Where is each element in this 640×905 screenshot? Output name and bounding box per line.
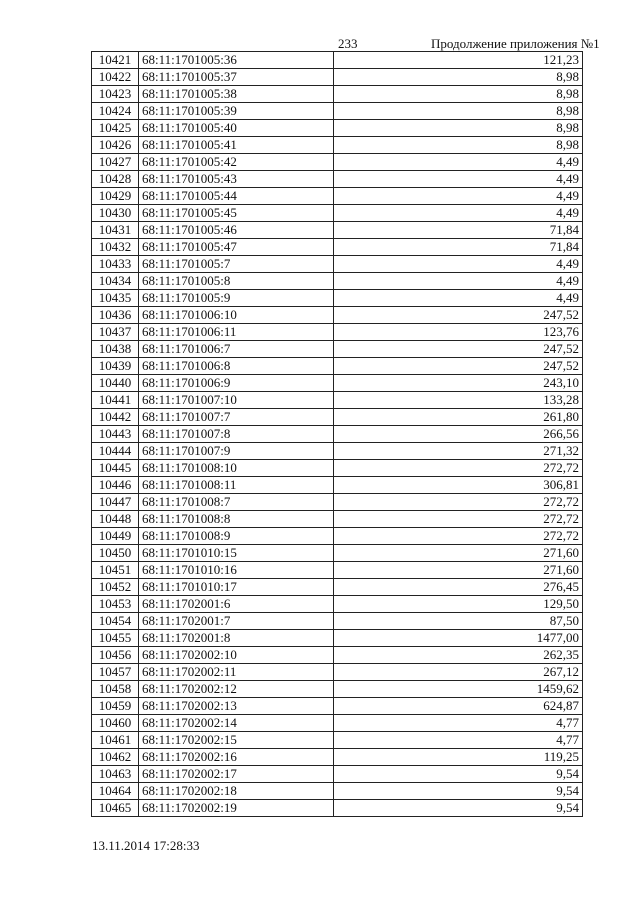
- table-row: [92, 596, 583, 613]
- cadastral-number-cell: 68:11:1701007:7: [139, 409, 334, 426]
- value-cell: 4,49: [334, 256, 583, 273]
- table-row: [92, 188, 583, 205]
- cadastral-number-cell: 68:11:1702002:12: [139, 681, 334, 698]
- value-cell: 8,98: [334, 69, 583, 86]
- cadastral-number-cell: 68:11:1701005:43: [139, 171, 334, 188]
- row-number-cell: 10451: [92, 562, 139, 579]
- value-cell: 272,72: [334, 494, 583, 511]
- value-cell: 266,56: [334, 426, 583, 443]
- cadastral-number-cell: 68:11:1701006:11: [139, 324, 334, 341]
- row-number-cell: 10431: [92, 222, 139, 239]
- row-number-cell: 10452: [92, 579, 139, 596]
- table-row: [92, 341, 583, 358]
- row-number-cell: 10454: [92, 613, 139, 630]
- table-row: [92, 681, 583, 698]
- row-number-cell: 10458: [92, 681, 139, 698]
- table-row: [92, 86, 583, 103]
- row-number-cell: 10461: [92, 732, 139, 749]
- value-cell: 8,98: [334, 137, 583, 154]
- row-number-cell: 10429: [92, 188, 139, 205]
- cadastral-number-cell: 68:11:1701008:7: [139, 494, 334, 511]
- cadastral-number-cell: 68:11:1702002:18: [139, 783, 334, 800]
- table-row: [92, 443, 583, 460]
- row-number-cell: 10427: [92, 154, 139, 171]
- row-number-cell: 10439: [92, 358, 139, 375]
- value-cell: 4,77: [334, 715, 583, 732]
- row-number-cell: 10455: [92, 630, 139, 647]
- cadastral-number-cell: 68:11:1702002:11: [139, 664, 334, 681]
- table-row: [92, 647, 583, 664]
- cadastral-number-cell: 68:11:1701008:9: [139, 528, 334, 545]
- cadastral-number-cell: 68:11:1702002:16: [139, 749, 334, 766]
- cadastral-number-cell: 68:11:1701005:42: [139, 154, 334, 171]
- table-row: [92, 664, 583, 681]
- value-cell: 247,52: [334, 307, 583, 324]
- cadastral-number-cell: 68:11:1701007:8: [139, 426, 334, 443]
- table-row: [92, 749, 583, 766]
- table-row: [92, 494, 583, 511]
- cadastral-number-cell: 68:11:1701006:9: [139, 375, 334, 392]
- cadastral-number-cell: 68:11:1701008:10: [139, 460, 334, 477]
- table-row: [92, 715, 583, 732]
- value-cell: 272,72: [334, 528, 583, 545]
- row-number-cell: 10456: [92, 647, 139, 664]
- cadastral-number-cell: 68:11:1701010:15: [139, 545, 334, 562]
- table-row: [92, 307, 583, 324]
- cadastral-number-cell: 68:11:1701006:10: [139, 307, 334, 324]
- row-number-cell: 10428: [92, 171, 139, 188]
- value-cell: 272,72: [334, 460, 583, 477]
- cadastral-number-cell: 68:11:1702002:17: [139, 766, 334, 783]
- row-number-cell: 10440: [92, 375, 139, 392]
- table-row: [92, 120, 583, 137]
- table-row: [92, 239, 583, 256]
- cadastral-number-cell: 68:11:1701007:10: [139, 392, 334, 409]
- row-number-cell: 10437: [92, 324, 139, 341]
- cadastral-number-cell: 68:11:1702002:19: [139, 800, 334, 817]
- print-timestamp: 13.11.2014 17:28:33: [92, 838, 200, 853]
- table-row: [92, 392, 583, 409]
- value-cell: 8,98: [334, 86, 583, 103]
- row-number-cell: 10449: [92, 528, 139, 545]
- value-cell: 4,49: [334, 188, 583, 205]
- cadastral-number-cell: 68:11:1701005:7: [139, 256, 334, 273]
- row-number-cell: 10422: [92, 69, 139, 86]
- row-number-cell: 10464: [92, 783, 139, 800]
- value-cell: 4,49: [334, 273, 583, 290]
- row-number-cell: 10453: [92, 596, 139, 613]
- value-cell: 1477,00: [334, 630, 583, 647]
- value-cell: 306,81: [334, 477, 583, 494]
- row-number-cell: 10432: [92, 239, 139, 256]
- row-number-cell: 10434: [92, 273, 139, 290]
- table-row: [92, 630, 583, 647]
- cadastral-number-cell: 68:11:1701005:41: [139, 137, 334, 154]
- value-cell: 87,50: [334, 613, 583, 630]
- row-number-cell: 10447: [92, 494, 139, 511]
- table-row: [92, 409, 583, 426]
- cadastral-number-cell: 68:11:1702002:14: [139, 715, 334, 732]
- cadastral-number-cell: 68:11:1701006:8: [139, 358, 334, 375]
- table-row: [92, 205, 583, 222]
- cadastral-table: [91, 51, 583, 817]
- row-number-cell: 10438: [92, 341, 139, 358]
- value-cell: 129,50: [334, 596, 583, 613]
- cadastral-number-cell: 68:11:1701008:11: [139, 477, 334, 494]
- cadastral-number-cell: 68:11:1702001:7: [139, 613, 334, 630]
- value-cell: 271,32: [334, 443, 583, 460]
- cadastral-number-cell: 68:11:1701005:36: [139, 52, 334, 69]
- row-number-cell: 10433: [92, 256, 139, 273]
- table-row: [92, 579, 583, 596]
- cadastral-number-cell: 68:11:1701005:37: [139, 69, 334, 86]
- cadastral-number-cell: 68:11:1701005:39: [139, 103, 334, 120]
- table-row: [92, 766, 583, 783]
- row-number-cell: 10421: [92, 52, 139, 69]
- value-cell: 271,60: [334, 545, 583, 562]
- value-cell: 624,87: [334, 698, 583, 715]
- cadastral-number-cell: 68:11:1702002:13: [139, 698, 334, 715]
- table-row: [92, 358, 583, 375]
- row-number-cell: 10441: [92, 392, 139, 409]
- table-row: [92, 154, 583, 171]
- table-body: [92, 52, 583, 817]
- row-number-cell: 10442: [92, 409, 139, 426]
- row-number-cell: 10450: [92, 545, 139, 562]
- value-cell: 247,52: [334, 341, 583, 358]
- value-cell: 262,35: [334, 647, 583, 664]
- value-cell: 121,23: [334, 52, 583, 69]
- cadastral-number-cell: 68:11:1701005:47: [139, 239, 334, 256]
- table-row: [92, 171, 583, 188]
- appendix-continuation-note: Продолжение приложения №1: [431, 36, 600, 51]
- table-row: [92, 69, 583, 86]
- table-row: [92, 256, 583, 273]
- value-cell: 4,49: [334, 171, 583, 188]
- value-cell: 71,84: [334, 222, 583, 239]
- page-number: 233: [338, 36, 358, 51]
- cadastral-number-cell: 68:11:1701005:40: [139, 120, 334, 137]
- table-row: [92, 460, 583, 477]
- row-number-cell: 10425: [92, 120, 139, 137]
- cadastral-number-cell: 68:11:1702001:8: [139, 630, 334, 647]
- value-cell: 8,98: [334, 103, 583, 120]
- row-number-cell: 10459: [92, 698, 139, 715]
- row-number-cell: 10430: [92, 205, 139, 222]
- value-cell: 9,54: [334, 766, 583, 783]
- table-row: [92, 698, 583, 715]
- table-row: [92, 426, 583, 443]
- cadastral-number-cell: 68:11:1701010:17: [139, 579, 334, 596]
- table-row: [92, 545, 583, 562]
- value-cell: 267,12: [334, 664, 583, 681]
- value-cell: 71,84: [334, 239, 583, 256]
- table-row: [92, 273, 583, 290]
- value-cell: 4,49: [334, 205, 583, 222]
- value-cell: 247,52: [334, 358, 583, 375]
- table-row: [92, 222, 583, 239]
- value-cell: 133,28: [334, 392, 583, 409]
- row-number-cell: 10424: [92, 103, 139, 120]
- cadastral-number-cell: 68:11:1701010:16: [139, 562, 334, 579]
- row-number-cell: 10457: [92, 664, 139, 681]
- table-row: [92, 528, 583, 545]
- table-row: [92, 562, 583, 579]
- cadastral-number-cell: 68:11:1701008:8: [139, 511, 334, 528]
- table-row: [92, 800, 583, 817]
- value-cell: 4,49: [334, 154, 583, 171]
- cadastral-number-cell: 68:11:1701005:45: [139, 205, 334, 222]
- cadastral-number-cell: 68:11:1701007:9: [139, 443, 334, 460]
- row-number-cell: 10448: [92, 511, 139, 528]
- row-number-cell: 10435: [92, 290, 139, 307]
- value-cell: 4,77: [334, 732, 583, 749]
- value-cell: 119,25: [334, 749, 583, 766]
- row-number-cell: 10423: [92, 86, 139, 103]
- row-number-cell: 10445: [92, 460, 139, 477]
- table-row: [92, 477, 583, 494]
- cadastral-number-cell: 68:11:1702001:6: [139, 596, 334, 613]
- row-number-cell: 10426: [92, 137, 139, 154]
- row-number-cell: 10463: [92, 766, 139, 783]
- table-row: [92, 511, 583, 528]
- value-cell: 271,60: [334, 562, 583, 579]
- value-cell: 9,54: [334, 783, 583, 800]
- cadastral-number-cell: 68:11:1702002:10: [139, 647, 334, 664]
- row-number-cell: 10446: [92, 477, 139, 494]
- table-row: [92, 290, 583, 307]
- value-cell: 8,98: [334, 120, 583, 137]
- row-number-cell: 10462: [92, 749, 139, 766]
- row-number-cell: 10465: [92, 800, 139, 817]
- cadastral-number-cell: 68:11:1701005:38: [139, 86, 334, 103]
- cadastral-number-cell: 68:11:1701005:44: [139, 188, 334, 205]
- value-cell: 123,76: [334, 324, 583, 341]
- row-number-cell: 10436: [92, 307, 139, 324]
- table-row: [92, 613, 583, 630]
- value-cell: 1459,62: [334, 681, 583, 698]
- cadastral-number-cell: 68:11:1701005:8: [139, 273, 334, 290]
- row-number-cell: 10443: [92, 426, 139, 443]
- cadastral-number-cell: 68:11:1701006:7: [139, 341, 334, 358]
- table-row: [92, 137, 583, 154]
- value-cell: 9,54: [334, 800, 583, 817]
- table-row: [92, 375, 583, 392]
- value-cell: 276,45: [334, 579, 583, 596]
- cadastral-number-cell: 68:11:1702002:15: [139, 732, 334, 749]
- cadastral-number-cell: 68:11:1701005:9: [139, 290, 334, 307]
- value-cell: 243,10: [334, 375, 583, 392]
- value-cell: 272,72: [334, 511, 583, 528]
- row-number-cell: 10460: [92, 715, 139, 732]
- table-row: [92, 103, 583, 120]
- table-row: [92, 324, 583, 341]
- table-row: [92, 52, 583, 69]
- table-row: [92, 732, 583, 749]
- value-cell: 4,49: [334, 290, 583, 307]
- row-number-cell: 10444: [92, 443, 139, 460]
- table-row: [92, 783, 583, 800]
- value-cell: 261,80: [334, 409, 583, 426]
- cadastral-number-cell: 68:11:1701005:46: [139, 222, 334, 239]
